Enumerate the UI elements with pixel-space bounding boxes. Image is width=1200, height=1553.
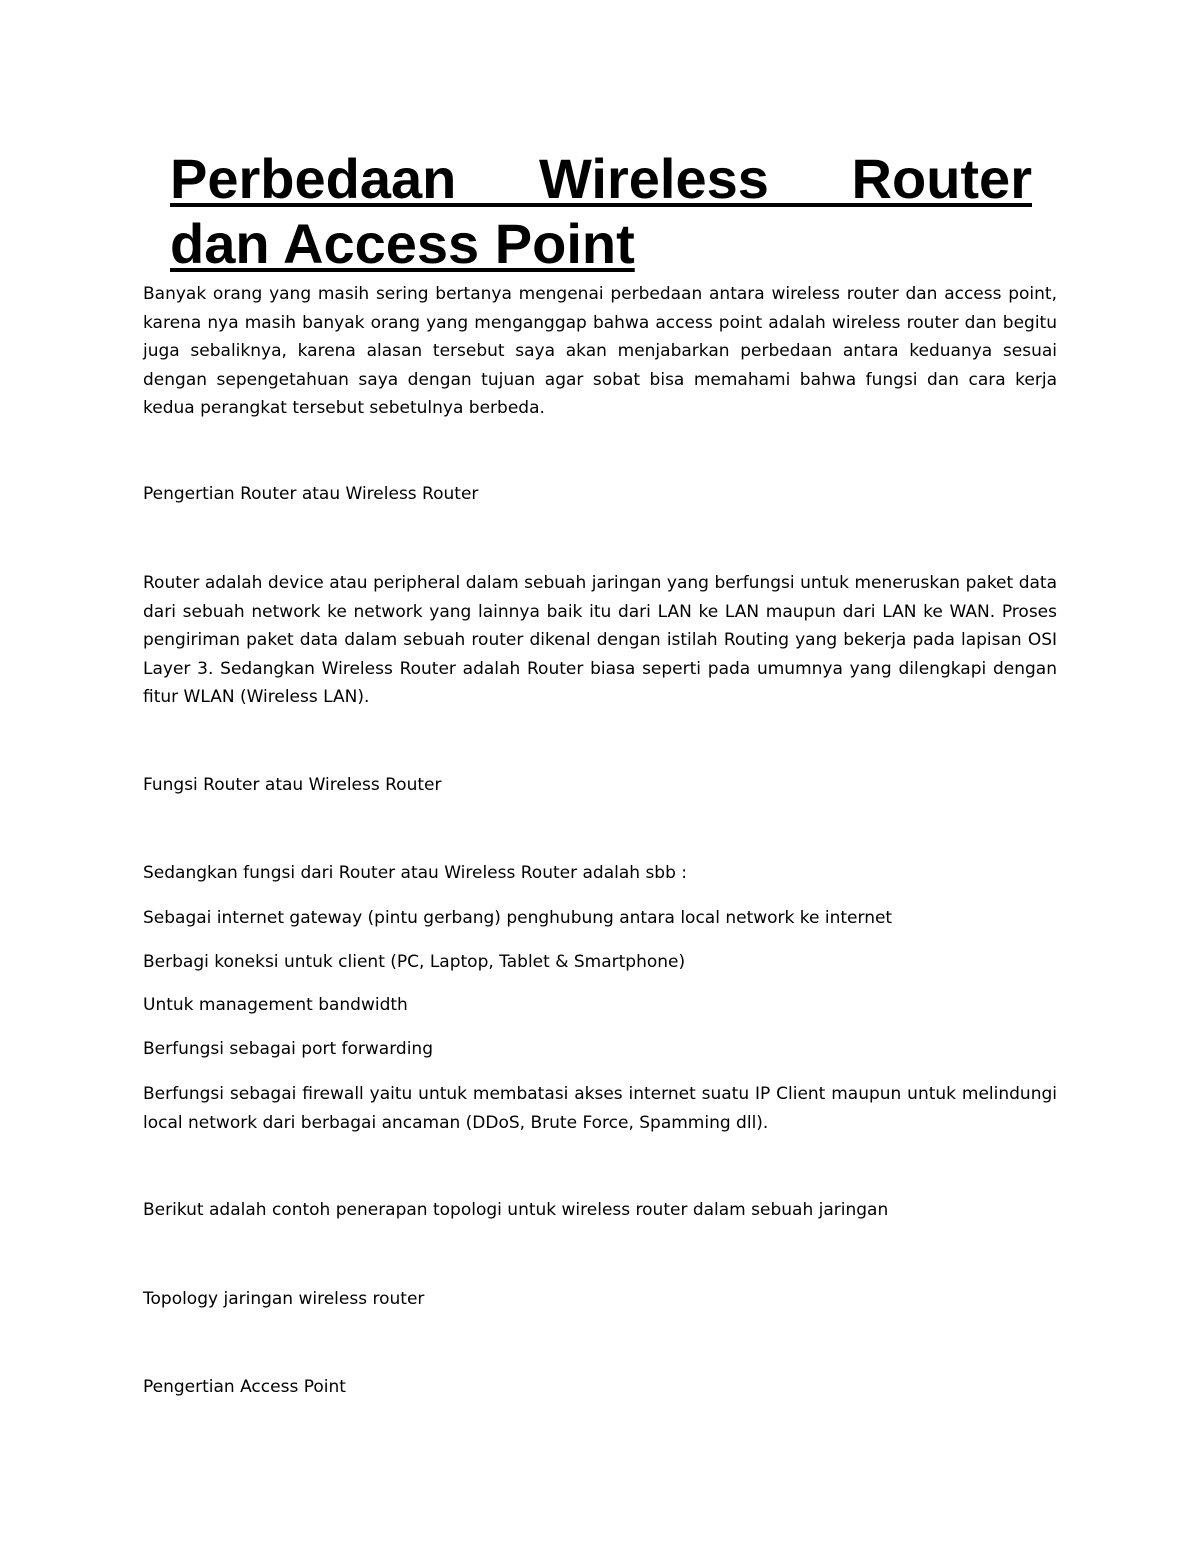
section-heading-router: Pengertian Router atau Wireless Router xyxy=(143,484,479,504)
fungsi-lead-paragraph: Sedangkan fungsi dari Router atau Wireless Router adalah sbb : xyxy=(143,863,688,883)
fungsi-item: Untuk management bandwidth xyxy=(143,995,408,1015)
section-heading-access-point: Pengertian Access Point xyxy=(143,1377,346,1397)
fungsi-item: Berfungsi sebagai port forwarding xyxy=(143,1039,433,1059)
fungsi-item: Sebagai internet gateway (pintu gerbang) penghubung antara local network ke internet xyxy=(143,908,893,928)
fungsi-item: Berbagi koneksi untuk client (PC, Laptop, Tablet & Smartphone) xyxy=(143,952,686,972)
fungsi-item: Berfungsi sebagai firewall yaitu untuk membatasi akses internet suatu IP Client maupun untuk melindungi local network dari berbagai ancaman (DDoS, Brute Force, Spamming dll). xyxy=(143,1084,1057,1133)
intro-paragraph: Banyak orang yang masih sering bertanya mengenai perbedaan antara wireless router dan access point, karena nya masih banyak orang yang menganggap bahwa access point adalah wireless router dan begitu juga sebaliknya, karena alasan tersebut saya akan menjabarkan perbedaan antara keduanya sesuai dengan sepengetahuan saya dengan tujuan agar sobat bisa memahami bahwa fungsi dan cara kerja kedua perangkat tersebut sebetulnya berbeda. xyxy=(143,284,1057,419)
section-heading-fungsi: Fungsi Router atau Wireless Router xyxy=(143,775,442,795)
title-line-1: Perbedaan Wireless Router xyxy=(170,147,1032,210)
title-line-2: dan Access Point xyxy=(170,212,635,275)
document-title xyxy=(170,146,1032,276)
topology-caption: Topology jaringan wireless router xyxy=(143,1289,425,1309)
router-definition-paragraph: Router adalah device atau peripheral dalam sebuah jaringan yang berfungsi untuk meneruskan paket data dari sebuah network ke network yang lainnya baik itu dari LAN ke LAN maupun dari LAN ke WAN. Proses pengiriman paket data dalam sebuah router dikenal dengan istilah Routing yang bekerja pada lapisan OSI Layer 3. Sedangkan Wireless Router adalah Router biasa seperti pada umumnya yang dilengkapi dengan fitur WLAN (Wireless LAN). xyxy=(143,573,1057,708)
topology-example-paragraph: Berikut adalah contoh penerapan topologi untuk wireless router dalam sebuah jaringan xyxy=(143,1200,889,1220)
